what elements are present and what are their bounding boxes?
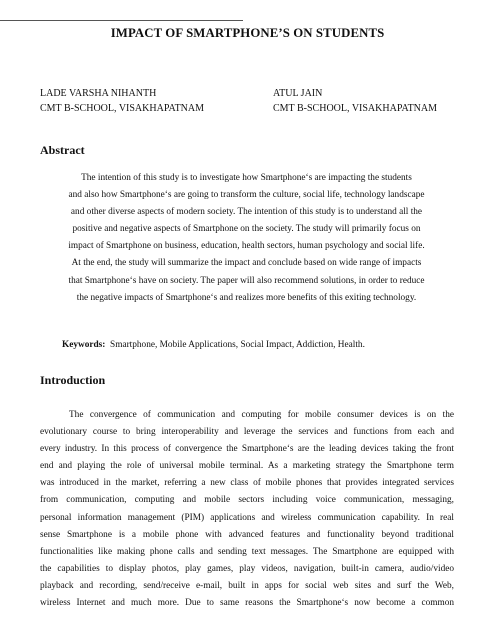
author-name: LADE VARSHA NIHANTH bbox=[40, 88, 157, 99]
abstract-line: At the end, the study will summarize the impact and conclude based on wide range of impacts bbox=[71, 258, 422, 269]
header-rule bbox=[0, 20, 243, 21]
abstract-line: The intention of this study is to investigate how Smartphone‘s are impacting the students bbox=[81, 173, 412, 183]
intro-line: from communication, computing and mobile sectors including voice communication, messaging, bbox=[40, 495, 454, 506]
author-block-1 bbox=[40, 86, 204, 116]
intro-line: functionalities like making phone calls and sending text messages. The Smartphone are equipped with bbox=[40, 546, 454, 557]
abstract-line: impact of Smartphone on business, education, health sectors, human psychology and social life. bbox=[68, 241, 425, 252]
abstract-line: and other diverse aspects of modern society. The intention of this study is to understand all the bbox=[70, 207, 423, 218]
intro-line: the capabilities to display photos, play games, play videos, navigation, built-in camera, audio/video bbox=[40, 563, 454, 574]
abstract-line: that Smartphone‘s have on society. The paper will also recommend solutions, in order to reduce bbox=[68, 275, 425, 286]
intro-line: end and playing the role of universal mobile terminal. As a marketing strategy the Smartphone term bbox=[40, 461, 454, 472]
intro-line: personal information management (PIM) applications and wireless communication capability. In real bbox=[40, 512, 454, 523]
abstract-paragraph bbox=[40, 170, 453, 307]
paper-title: IMPACT OF SMARTPHONE’S ON STUDENTS bbox=[110, 26, 385, 40]
intro-line: evolutionary course to bring interoperability and leverage the services and functions from each and bbox=[40, 427, 454, 438]
keywords-line bbox=[62, 340, 365, 350]
introduction-paragraph bbox=[40, 407, 454, 612]
intro-line: wireless Internet and much more. Due to same reasons the Smartphone‘s now become a common bbox=[40, 598, 454, 609]
abstract-heading: Abstract bbox=[40, 143, 85, 157]
abstract-line: the negative impacts of Smartphone‘s and realizes more benefits of this exiting technology. bbox=[76, 292, 417, 303]
intro-line: The convergence of communication and computing for mobile consumer devices is on the bbox=[69, 410, 454, 420]
author-affiliation: CMT B-SCHOOL, VISAKHAPATNAM bbox=[273, 103, 438, 114]
author-affiliation: CMT B-SCHOOL, VISAKHAPATNAM bbox=[40, 103, 205, 114]
author-block-2 bbox=[273, 86, 437, 116]
intro-line: sense Smartphone is a mobile phone with advanced features and functionality beyond traditional bbox=[40, 529, 454, 540]
abstract-line: positive and negative aspects of Smartphone on the society. The study will primarily focus on bbox=[72, 224, 421, 235]
introduction-heading: Introduction bbox=[40, 373, 106, 387]
author-name: ATUL JAIN bbox=[273, 88, 323, 99]
keywords-text: Smartphone, Mobile Applications, Social Impact, Addiction, Health. bbox=[110, 340, 365, 350]
abstract-line: and also how Smartphone‘s are going to transform the culture, social life, technology landscape bbox=[68, 190, 425, 201]
intro-line: every industry. In this process of convergence the Smartphone‘s are the leading devices taking the front bbox=[40, 444, 454, 455]
keywords-label: Keywords: bbox=[62, 340, 106, 350]
intro-line: was introduced in the market, referring a new class of mobile phones that provides integrated services bbox=[40, 478, 454, 489]
intro-line: playback and recording, send/receive e-mail, built in apps for social web sites and surf the Web, bbox=[40, 580, 454, 591]
